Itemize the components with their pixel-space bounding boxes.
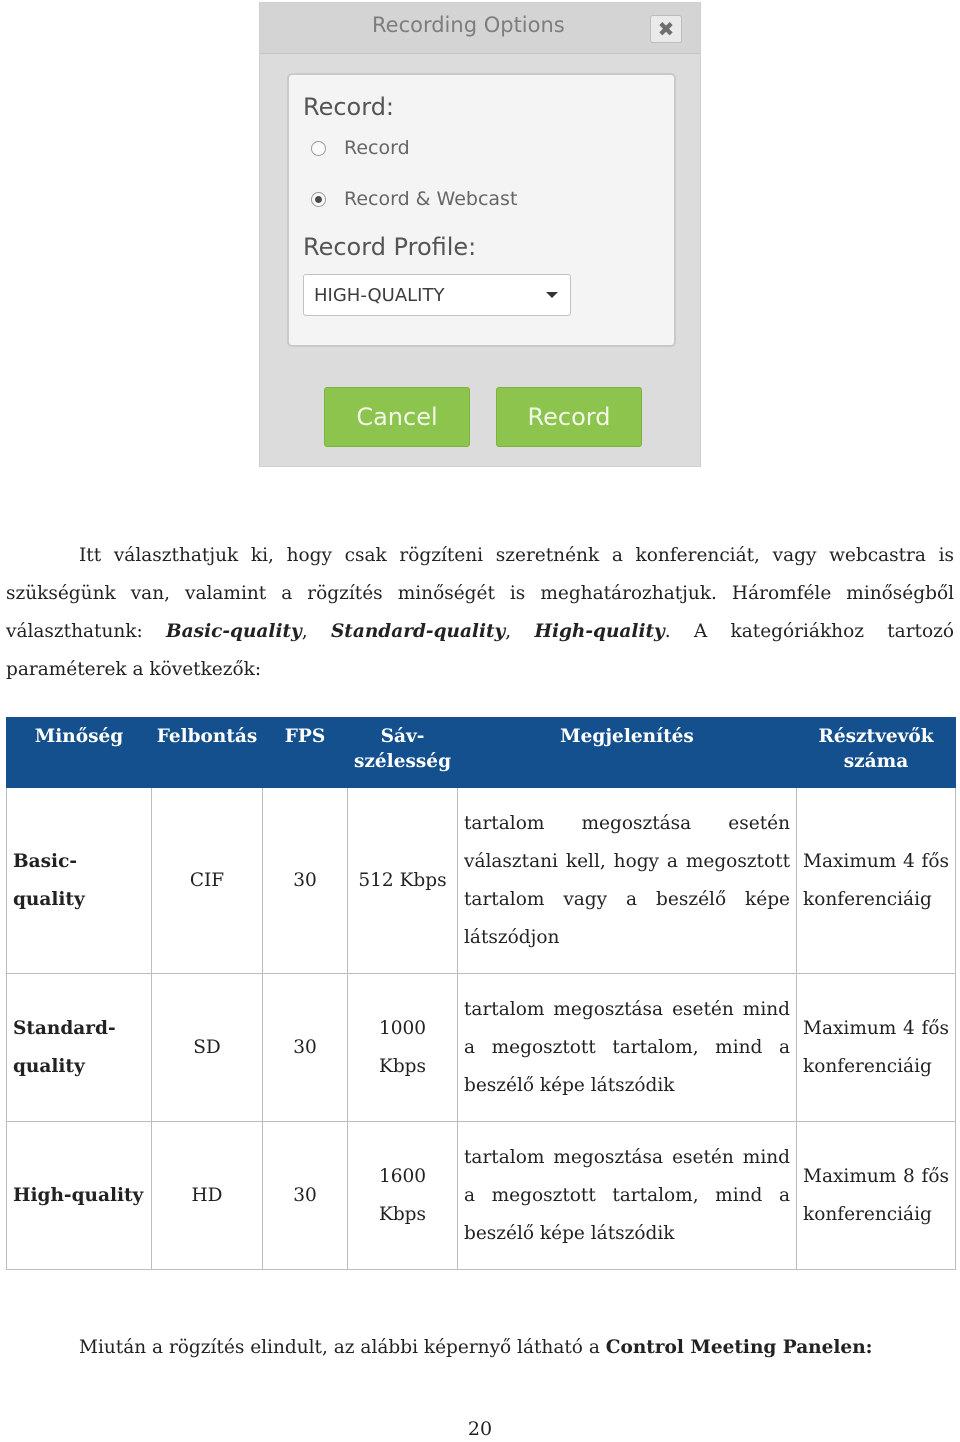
cell-quality: High-quality	[7, 1122, 152, 1270]
radio-icon[interactable]	[311, 141, 326, 156]
cancel-button[interactable]: Cancel	[324, 387, 470, 447]
cell-participants: Maximum 4 fős konferenciáig	[797, 788, 956, 974]
intro-paragraph	[6, 537, 954, 689]
outro-text: Miután a rögzítés elindult, az alábbi képernyő látható a	[79, 1337, 606, 1358]
outro-paragraph	[79, 1333, 872, 1363]
cell-resolution: CIF	[152, 788, 263, 974]
record-profile-select[interactable]	[303, 274, 571, 316]
header-bandwidth: Sáv-szélesség	[348, 718, 458, 788]
table-row	[7, 974, 956, 1122]
cell-display: tartalom megosztása esetén választani kell, hogy a megosztott tartalom vagy a beszélő képe látszódjon	[458, 788, 797, 974]
cell-fps: 30	[263, 1122, 348, 1270]
header-quality: Minőség	[7, 718, 152, 788]
cell-resolution: SD	[152, 974, 263, 1122]
header-fps: FPS	[263, 718, 348, 788]
radio-record[interactable]	[311, 137, 410, 159]
table-row	[7, 1122, 956, 1270]
cell-fps: 30	[263, 788, 348, 974]
dialog-titlebar	[260, 3, 700, 54]
control-meeting-panel-term: Control Meeting Panelen:	[605, 1337, 873, 1358]
close-button[interactable]: ✖	[650, 15, 682, 43]
intro-text-end: . A kategóriákhoz tartozó paraméterek a következők:	[6, 621, 955, 680]
separator: ,	[301, 621, 331, 642]
header-resolution: Felbontás	[152, 718, 263, 788]
cell-bandwidth: 1600 Kbps	[348, 1122, 458, 1270]
radio-record-webcast[interactable]	[311, 188, 517, 210]
options-panel	[287, 73, 676, 347]
chevron-down-icon	[546, 292, 558, 298]
page-number: 20	[467, 1418, 493, 1440]
cell-resolution: HD	[152, 1122, 263, 1270]
high-quality-term: High-quality	[534, 621, 665, 642]
cell-display: tartalom megosztása esetén mind a megosztott tartalom, mind a beszélő képe látszódik	[458, 1122, 797, 1270]
header-participants: Résztvevők száma	[797, 718, 956, 788]
table-header-row	[7, 718, 956, 788]
cell-quality: Standard-quality	[7, 974, 152, 1122]
record-profile-value: HIGH-QUALITY	[314, 285, 445, 306]
record-button[interactable]: Record	[496, 387, 642, 447]
cell-participants: Maximum 8 fős konferenciáig	[797, 1122, 956, 1270]
cell-bandwidth: 1000 Kbps	[348, 974, 458, 1122]
standard-quality-term: Standard-quality	[330, 621, 506, 642]
cell-participants: Maximum 4 fős konferenciáig	[797, 974, 956, 1122]
radio-record-webcast-label: Record & Webcast	[344, 188, 518, 210]
table-row	[7, 788, 956, 974]
dialog-title: Recording Options	[372, 13, 565, 37]
radio-record-label: Record	[344, 137, 410, 159]
cell-quality: Basic-quality	[7, 788, 152, 974]
record-section-label: Record:	[303, 93, 395, 121]
cell-fps: 30	[263, 974, 348, 1122]
header-display: Megjelenítés	[458, 718, 797, 788]
separator: ,	[505, 621, 535, 642]
quality-table	[6, 717, 956, 1270]
cell-display: tartalom megosztása esetén mind a megosztott tartalom, mind a beszélő képe látszódik	[458, 974, 797, 1122]
recording-options-dialog	[259, 2, 701, 467]
intro-text: Itt választhatjuk ki, hogy csak rögzíteni szeretnénk a konferenciát, vagy webcastra is szükségünk van, valamint a rögzítés minőségét is meghatározhatjuk. Háromféle minőségből választhatunk:	[6, 545, 954, 642]
radio-checked-icon[interactable]	[311, 192, 326, 207]
basic-quality-term: Basic-quality	[166, 621, 302, 642]
record-profile-label: Record Profile:	[303, 233, 477, 261]
cell-bandwidth: 512 Kbps	[348, 788, 458, 974]
